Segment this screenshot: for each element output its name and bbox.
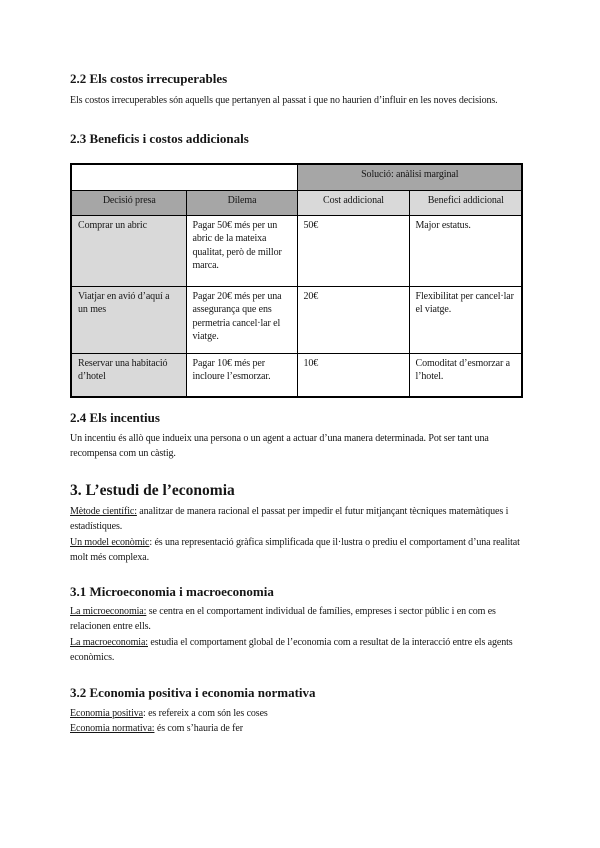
cell-dilemma: Pagar 10€ més per incloure l’esmorzar. bbox=[186, 353, 297, 397]
table-corner-cell bbox=[71, 164, 297, 190]
definition-term: La microeconomia: bbox=[70, 606, 147, 617]
definition-term: Economia normativa: bbox=[70, 723, 155, 734]
definition-model-economic bbox=[70, 535, 532, 565]
section-heading-2-4: 2.4 Els incentius bbox=[70, 410, 160, 425]
cell-cost: 50€ bbox=[297, 215, 409, 286]
column-header-benefit: Benefici addicional bbox=[409, 190, 522, 215]
definition-economia-positiva bbox=[70, 706, 532, 721]
table-column-header-row bbox=[71, 190, 522, 215]
definition-metode-cientific bbox=[70, 504, 532, 534]
section-heading-2-3: 2.3 Beneficis i costos addicionals bbox=[70, 131, 249, 146]
table-row bbox=[71, 215, 522, 286]
cell-cost: 20€ bbox=[297, 286, 409, 353]
definition-term: Un model econòmic bbox=[70, 537, 150, 548]
definition-microeconomia bbox=[70, 604, 532, 634]
cell-benefit: Flexibilitat per cancel·lar el viatge. bbox=[409, 286, 522, 353]
section-heading-3-1: 3.1 Microeconomia i macroeconomia bbox=[70, 584, 274, 599]
definition-term: La macroeconomia: bbox=[70, 637, 148, 648]
section-body-2-2: Els costos irrecuperables són aquells que pertanyen al passat i que no haurien d’influir en les noves decisions. bbox=[70, 95, 498, 106]
table-merged-header-cell: Solució: anàlisi marginal bbox=[297, 164, 522, 190]
cell-dilemma: Pagar 20€ més per una assegurança que ens permetria cancel·lar el viatge. bbox=[186, 286, 297, 353]
definition-term: Economia positiva bbox=[70, 708, 144, 719]
cell-benefit: Major estatus. bbox=[409, 215, 522, 286]
section-heading-3-2: 3.2 Economia positiva i economia normativa bbox=[70, 685, 316, 700]
cell-cost: 10€ bbox=[297, 353, 409, 397]
definition-text: estudia el comportament global de l’economia com a resultat de la interacció entre els agents econòmics. bbox=[70, 637, 513, 663]
cell-dilemma: Pagar 50€ més per un abric de la mateixa qualitat, però de millor marca. bbox=[186, 215, 297, 286]
definition-text: : es refereix a com són les coses bbox=[143, 708, 268, 719]
definition-term: Mètode científic: bbox=[70, 506, 137, 517]
column-header-decision: Decisió presa bbox=[71, 190, 186, 215]
cell-benefit: Comoditat d’esmorzar a l’hotel. bbox=[409, 353, 522, 397]
table-row bbox=[71, 353, 522, 397]
section-heading-2-2: 2.2 Els costos irrecuperables bbox=[70, 71, 228, 86]
table-merged-header-row bbox=[71, 164, 522, 190]
definition-text: se centra en el comportament individual de famílies, empreses i sector públic i en com es relacionen entre ells. bbox=[70, 606, 496, 632]
table-row bbox=[71, 286, 522, 353]
definition-text: analitzar de manera racional el passat per impedir el futur mitjançant tècniques matemàtiques i estadístiques. bbox=[70, 506, 509, 532]
column-header-dilemma: Dilema bbox=[186, 190, 297, 215]
cell-decision: Comprar un abric bbox=[71, 215, 186, 286]
document-content bbox=[70, 0, 532, 736]
definition-text: : és una representació gràfica simplificada que il·lustra o prediu el comportament d’una realitat molt més complexa. bbox=[70, 537, 520, 563]
definition-economia-normativa bbox=[70, 721, 532, 736]
cell-decision: Viatjar en avió d’aquí a un mes bbox=[71, 286, 186, 353]
column-header-cost: Cost addicional bbox=[297, 190, 409, 215]
benefits-costs-table bbox=[70, 163, 523, 398]
section-body-2-4: Un incentiu és allò que indueix una persona o un agent a actuar d’una manera determinada. Pot ser tant una recompensa com un càstig. bbox=[70, 433, 489, 459]
definition-macroeconomia bbox=[70, 635, 532, 665]
cell-decision: Reservar una habitació d’hotel bbox=[71, 353, 186, 397]
section-heading-3: 3. L’estudi de l’economia bbox=[70, 482, 235, 499]
definition-text: és com s’hauria de fer bbox=[154, 723, 243, 734]
